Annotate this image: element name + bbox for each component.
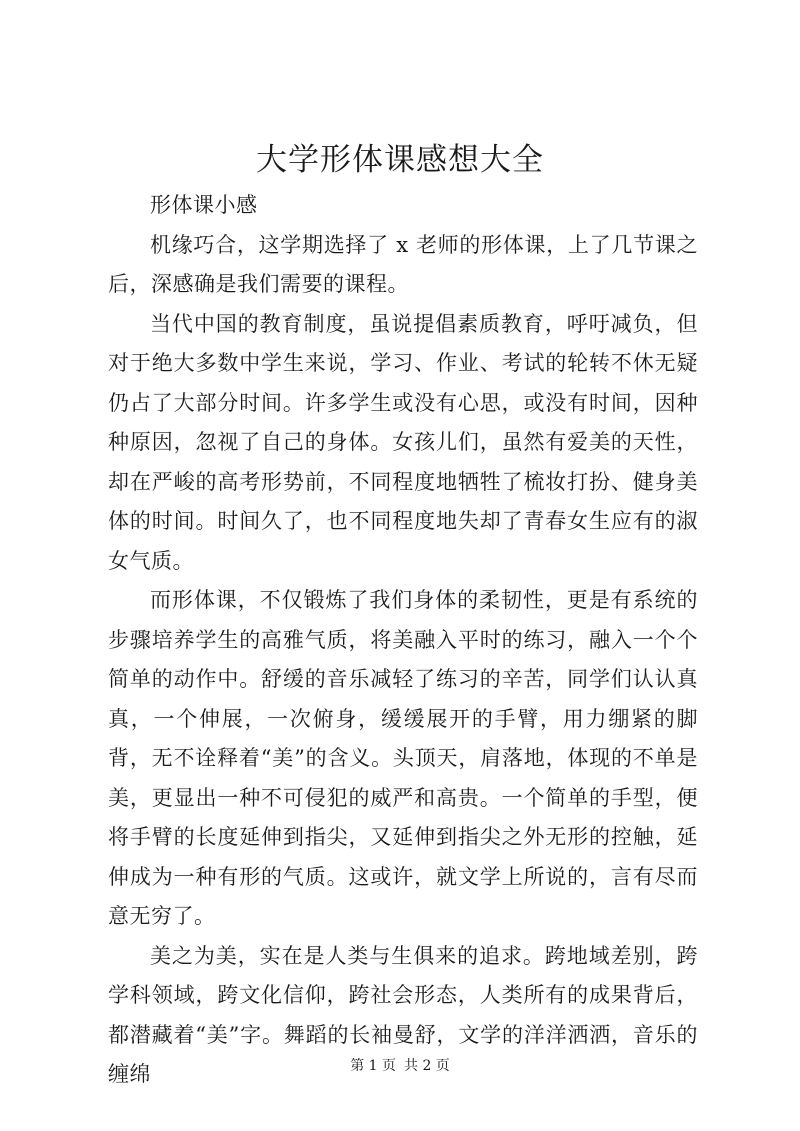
page-total: 共 2 页: [404, 1058, 450, 1074]
document-body: [108, 186, 698, 1095]
paragraph-4: 美之为美，实在是人类与生俱来的追求。跨地域差别，跨学科领域，跨文化信仰，跨社会形态，人类所有的成果背后，都潜藏着“美”字。舞蹈的长袖曼舒，文学的洋洋洒洒，音乐的缠绵: [108, 943, 698, 1086]
page-number: 第 1 页: [350, 1058, 396, 1074]
paragraph-3: 而形体课，不仅锻炼了我们身体的柔韧性，更是有系统的步骤培养学生的高雅气质，将美融入平时的练习，融入一个个简单的动作中。舒缓的音乐减轻了练习的辛苦，同学们认认真真，一个伸展，一次俯身，缓缓展开的手臂，用力绷紧的脚背，无不诠释着“美”的含义。头顶天，肩落地，体现的不单是美，更显出一种不可侵犯的威严和高贵。一个简单的手型，便将手臂的长度延伸到指尖，又延伸到指尖之外无形的控触，延伸成为一种有形的气质。这或许，就文学上所说的，言有尽而意无穷了。: [108, 588, 698, 928]
paragraph-2: 当代中国的教育制度，虽说提倡素质教育，呼吁减负，但对于绝大多数中学生来说，学习、作业、考试的轮转不休无疑仍占了大部分时间。许多学生或没有心思，或没有时间，因种种原因，忽视了自己的身体。女孩儿们，虽然有爱美的天性，却在严峻的高考形势前，不同程度地牺牲了梳妆打扮、健身美体的时间。时间久了，也不同程度地失却了青春女生应有的淑女气质。: [108, 311, 698, 573]
section-subtitle: 形体课小感: [150, 193, 258, 217]
document-title: 大学形体课感想大全: [256, 142, 544, 178]
page-footer: [0, 1056, 800, 1076]
paragraph-1: 机缘巧合，这学期选择了 x 老师的形体课，上了几节课之后，深感确是我们需要的课程。: [108, 232, 698, 296]
